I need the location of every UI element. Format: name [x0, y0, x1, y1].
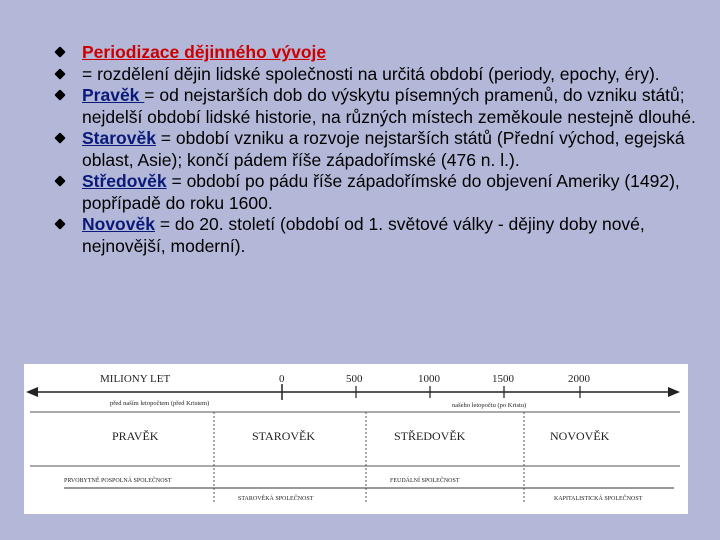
ad-label: našeho letopočtu (po Kristu): [452, 402, 527, 409]
tick-label: 1000: [418, 373, 440, 385]
bullet-term: Středověk: [82, 171, 167, 191]
bullet-item: [56, 214, 696, 257]
tick-label: 500: [346, 373, 363, 385]
bullet-term: Periodizace dějinného vývoje: [82, 42, 327, 62]
bullet-text: = rozdělení dějin lidské společnosti na určitá období (periody, epochy, éry).: [82, 63, 660, 84]
left-arrow-icon: [26, 387, 38, 397]
right-arrow-icon: [668, 387, 680, 397]
timeline-figure: [24, 364, 688, 514]
bc-label: před naším letopočtem (před Kristem): [110, 400, 210, 407]
bullet-item: [56, 171, 696, 214]
era-name-novovek: NOVOVĚK: [550, 429, 610, 443]
era-name-stredovek: STŘEDOVĚK: [394, 429, 466, 443]
bullet-marker-icon: [54, 175, 65, 186]
society-label: PRVOBYTNĚ POSPOLNÁ SPOLEČNOST: [64, 478, 172, 484]
society-label: FEUDÁLNÍ SPOLEČNOST: [390, 478, 460, 484]
bullet-item: [56, 42, 696, 64]
bullet-item: [56, 128, 696, 171]
bullet-text: = od nejstarších dob do výskytu písemných pramenů, do vzniku států; nejdelší období lidské historie, na různých místech zeměkoule nestejně dlouhé.: [82, 85, 696, 127]
tick-label: 0: [279, 373, 285, 385]
tick-label: 2000: [568, 373, 590, 385]
bullet-term: Novověk: [82, 214, 155, 234]
bullet-marker-icon: [54, 68, 65, 79]
bullet-text: = do 20. století (období od 1. světové války - dějiny doby nové, nejnovější, moderní).: [82, 214, 645, 256]
society-label: KAPITALISTICKÁ SPOLEČNOST: [554, 496, 643, 502]
bullet-item: [56, 85, 696, 128]
bullet-text: = období po pádu říše západořímské do objevení Ameriky (1492), popřípadě do roku 1600.: [82, 171, 680, 213]
millions-label: MILIONY LET: [100, 373, 171, 385]
bullet-marker-icon: [54, 46, 65, 57]
bullet-term: Starověk: [82, 128, 156, 148]
bullet-marker-icon: [54, 218, 65, 229]
bullet-marker-icon: [54, 89, 65, 100]
bullet-item: [56, 64, 696, 86]
era-name-starovek: STAROVĚK: [252, 429, 316, 443]
bullet-marker-icon: [54, 132, 65, 143]
era-name-pravek: PRAVĚK: [112, 429, 159, 443]
society-label: STAROVĚKÁ SPOLEČNOST: [238, 496, 314, 502]
bullet-text: = období vzniku a rozvoje nejstarších států (Přední východ, egejská oblast, Asie); končí pádem říše západořímské (476 n. l.).: [82, 128, 685, 170]
timeline-svg: [24, 364, 688, 514]
bullet-list: [56, 42, 696, 257]
bullet-term: Pravěk: [82, 85, 145, 105]
tick-label: 1500: [492, 373, 514, 385]
